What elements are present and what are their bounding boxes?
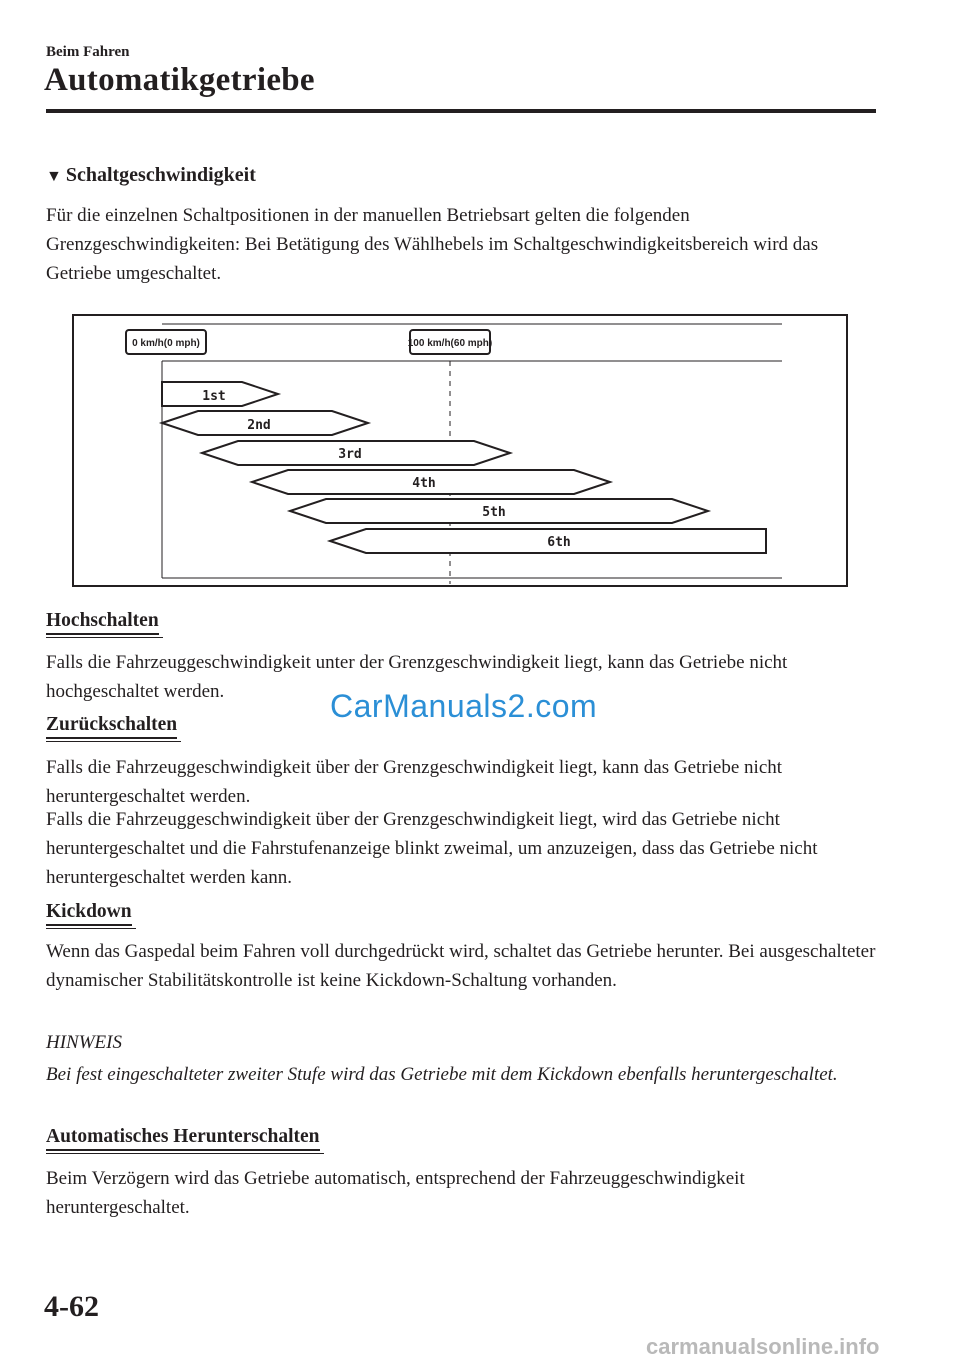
header-divider xyxy=(46,109,876,113)
shift-speed-diagram xyxy=(72,314,848,587)
intro-paragraph: Für die einzelnen Schaltpositionen in der manuellen Betriebsart gelten die folgenden Grenzgeschwindigkeiten: Bei Betätigung des Wählhebels im Schaltgeschwindigkeitsbereich wird das Getriebe umgeschaltet. xyxy=(46,205,819,284)
auto-down-heading: Automatisches Herunterschalten xyxy=(46,1126,320,1151)
gear-bar-4th xyxy=(252,470,610,494)
gear-label-5th: 5th xyxy=(482,505,506,520)
zurueckschalten-heading: Zurückschalten xyxy=(46,714,177,739)
hinweis-text: Bei fest eingeschalteter zweiter Stufe wird das Getriebe mit dem Kickdown ebenfalls heruntergeschaltet. xyxy=(46,1064,838,1085)
gear-bar-6th xyxy=(330,529,766,553)
speed-label-0-text: 0 km/h(0 mph) xyxy=(132,338,200,349)
watermark-logo: CarManuals2.com xyxy=(330,688,598,724)
gear-bar-2nd xyxy=(162,411,368,435)
triangle-down-icon: ▼ xyxy=(46,168,62,185)
speed-label-100-text: 100 km/h(60 mph) xyxy=(407,338,493,349)
gear-label-3rd: 3rd xyxy=(338,447,362,462)
zurueckschalten-paragraph-1: Falls die Fahrzeuggeschwindigkeit über der Grenzgeschwindigkeit liegt, kann das Getriebe nicht heruntergeschaltet werden. xyxy=(46,757,783,807)
chapter-label: Beim Fahren xyxy=(46,44,130,60)
gear-label-1st: 1st xyxy=(202,389,226,404)
shift-speed-svg xyxy=(74,316,846,585)
hinweis-title: HINWEIS xyxy=(46,1032,122,1053)
gear-bar-5th xyxy=(290,499,708,523)
kickdown-paragraph: Wenn das Gaspedal beim Fahren voll durchgedrückt wird, schaltet das Getriebe herunter. Bei ausgeschalteter dynamischer Stabilitätskontrolle ist keine Kickdown-Schaltung vorhanden. xyxy=(46,941,876,991)
hochschalten-heading: Hochschalten xyxy=(46,610,159,635)
section-title: Schaltgeschwindigkeit xyxy=(65,164,256,186)
kickdown-heading: Kickdown xyxy=(46,901,132,926)
gear-label-6th: 6th xyxy=(547,535,571,550)
gear-bar-1st xyxy=(162,382,278,406)
zurueckschalten-paragraph-2: Falls die Fahrzeuggeschwindigkeit über der Grenzgeschwindigkeit liegt, wird das Getriebe nicht heruntergeschaltet und die Fahrstufenanzeige blinkt zweimal, um anzuzeigen, dass das Getriebe nicht heruntergeschaltet werden kann. xyxy=(46,809,818,888)
speed-label-100 xyxy=(408,330,492,354)
section-heading xyxy=(46,164,256,187)
auto-down-paragraph: Beim Verzögern wird das Getriebe automatisch, entsprechend der Fahrzeuggeschwindigkeit heruntergeschaltet. xyxy=(46,1168,745,1218)
page-title: Automatikgetriebe xyxy=(44,62,315,98)
speed-label-0 xyxy=(126,330,206,354)
gear-label-4th: 4th xyxy=(412,476,436,491)
page-number: 4-62 xyxy=(44,1290,99,1323)
gear-bar-3rd xyxy=(202,441,510,465)
footer-site-link[interactable]: carmanualsonline.info xyxy=(646,1334,880,1359)
gear-label-2nd: 2nd xyxy=(247,418,271,433)
hochschalten-paragraph: Falls die Fahrzeuggeschwindigkeit unter der Grenzgeschwindigkeit liegt, kann das Getriebe nicht hochgeschaltet werden. xyxy=(46,652,788,702)
